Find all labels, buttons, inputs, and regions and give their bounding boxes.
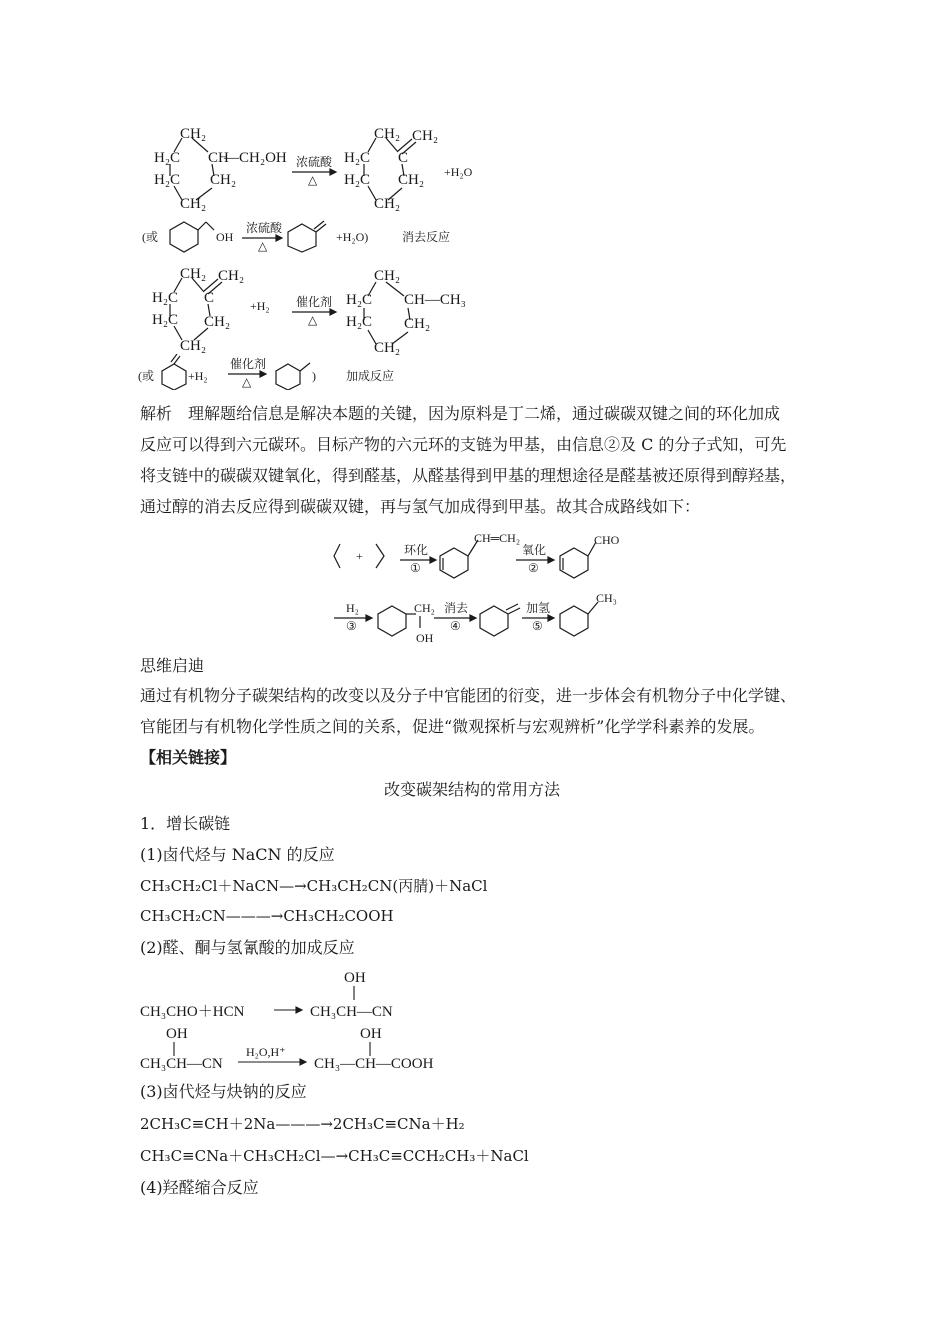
reaction-type: 消去反应 [402, 230, 451, 244]
reactant-label: CH₂ [204, 314, 231, 330]
product-label: CH₂ [374, 340, 401, 356]
product-label: CH₂ [374, 196, 401, 212]
product-label: H₂C [344, 172, 371, 188]
product-label: CH₂ [412, 128, 439, 144]
reactant-label: CH₂ [210, 172, 237, 188]
reactant-label: H₂C [152, 312, 179, 328]
reagent-label: 催化剂 [230, 357, 267, 371]
addition-scheme-simple [136, 354, 436, 390]
open-paren: (或 [142, 230, 158, 244]
subsection-heading: (3)卤代烃与炔钠的反应 [140, 1082, 307, 1101]
open-paren: (或 [138, 369, 154, 383]
reactant-label: H₂C [154, 172, 181, 188]
analysis-line: 解析 理解题给信息是解决本题的关键，因为原料是丁二烯，通过碳碳双键之间的环化加成 [140, 404, 781, 423]
hydrolysis-condition: H₂O,H⁺ [246, 1045, 286, 1059]
product-label: C [398, 150, 409, 166]
hcn-oh: OH [344, 970, 366, 986]
analysis-line: 反应可以得到六元碳环。目标产物的六元环的支链为甲基，由信息②及 C 的分子式知，可先 [140, 435, 787, 454]
reactant-label: CH₂ [180, 266, 207, 282]
h2-label: +H₂ [250, 299, 270, 313]
equation: CH₃C≡CNa＋CH₃CH₂Cl—→CH₃C≡CCH₂CH₃＋NaCl [140, 1147, 529, 1165]
analysis-line: 通过醇的消去反应得到碳碳双键，再与氢气加成得到甲基。故其合成路线如下： [140, 497, 701, 516]
hcn-addition-equation [138, 964, 458, 1074]
product-label: H₂C [346, 314, 373, 330]
step-number: ⑤ [532, 619, 543, 633]
product-label: H₂C [346, 292, 373, 308]
product-label: CH₂ [374, 268, 401, 284]
byproduct-label: +H₂O) [336, 230, 369, 244]
reagent-label: 催化剂 [296, 295, 333, 309]
aldehyde-group: CHO [594, 533, 620, 547]
plus-sign: + [356, 549, 363, 563]
step-label: 环化 [404, 543, 429, 557]
condition-label: △ [242, 375, 252, 389]
subsection-heading: (4)羟醛缩合反应 [140, 1178, 259, 1197]
condition-label: △ [258, 239, 268, 253]
equation: CH₃CH₂CN———→CH₃CH₂COOH [140, 907, 394, 925]
hydrolysis-product: CH₃—CH—COOH [314, 1056, 434, 1072]
hcn-product: CH₃CH—CN [310, 1004, 393, 1020]
condition-label: △ [308, 313, 318, 327]
step-number: ① [410, 561, 421, 575]
product-label: CH₂ [398, 172, 425, 188]
reactant-label: C [204, 290, 215, 306]
thinking-line: 官能团与有机物化学性质之间的关系，促进“微观探析与宏观辨析”化学学科素养的发展。 [140, 717, 765, 736]
product-label: CH₂ [404, 316, 431, 332]
methylene-group: CH₂ [414, 601, 435, 615]
step-number: ④ [450, 619, 461, 633]
reagent-label: 浓硫酸 [246, 221, 283, 235]
hydrolysis-reactant: CH₃CH—CN [140, 1056, 223, 1072]
product-label: CH—CH₃ [404, 292, 466, 308]
section-heading: 1．增长碳链 [140, 814, 231, 833]
step-label: H₂ [346, 601, 359, 615]
synthesis-route-row1 [330, 530, 630, 580]
methyl-group: CH₃ [596, 591, 617, 605]
hcn-reactant: CH₃CHO＋HCN [140, 1004, 245, 1020]
analysis-line: 将支链中的碳碳双键氧化，得到醛基，从醛基得到甲基的理想途径是醛基被还原得到醇羟基， [140, 466, 797, 485]
synthesis-route-row2 [330, 588, 630, 646]
step-number: ③ [346, 619, 357, 633]
reactant-label: H₂C [152, 290, 179, 306]
oh-label: OH [216, 230, 234, 244]
condition-label: △ [308, 173, 318, 187]
subsection-heading: (1)卤代烃与 NaCN 的反应 [140, 845, 335, 864]
reagent-label: 浓硫酸 [296, 155, 333, 169]
reactant-label: CH₂ [180, 338, 207, 354]
hydrolysis-oh: OH [360, 1026, 382, 1042]
reactant-label: CH₂ [218, 268, 245, 284]
hydrolysis-oh: OH [166, 1026, 188, 1042]
byproduct-label: +H₂O [444, 165, 473, 179]
equation: 2CH₃C≡CH＋2Na———→2CH₃C≡CNa＋H₂ [140, 1115, 465, 1133]
equation: CH₃CH₂Cl＋NaCN—→CH₃CH₂CN(丙腈)＋NaCl [140, 877, 488, 895]
step-label: 消去 [444, 601, 469, 615]
thinking-heading: 思维启迪 [140, 656, 205, 675]
product-label: H₂C [344, 150, 371, 166]
product-label: CH₂ [374, 126, 401, 142]
reactant-label: H₂C [154, 150, 181, 166]
h2-label: +H₂ [188, 369, 208, 383]
addition-scheme [140, 262, 480, 358]
vinyl-group: CH═CH₂ [474, 531, 521, 545]
reactant-label: —CH₂OH [224, 150, 287, 166]
step-label: 氧化 [522, 543, 547, 557]
related-link-heading: 【相关链接】 [140, 748, 237, 767]
subsection-heading: (2)醛、酮与氢氰酸的加成反应 [140, 938, 355, 957]
close-paren: ) [312, 369, 316, 383]
reactant-label: CH₂ [180, 196, 207, 212]
section-title: 改变碳架结构的常用方法 [384, 780, 561, 799]
elimination-scheme-simple [140, 214, 480, 254]
reactant-label: CH₂ [180, 126, 207, 142]
hydroxyl-group: OH [416, 631, 434, 645]
reactant-label: CH [208, 150, 229, 166]
reaction-type: 加成反应 [346, 369, 395, 383]
thinking-line: 通过有机物分子碳架结构的改变以及分子中官能团的衍变，进一步体会有机物分子中化学键、 [140, 686, 797, 705]
step-number: ② [528, 561, 539, 575]
step-label: 加氢 [526, 601, 551, 615]
